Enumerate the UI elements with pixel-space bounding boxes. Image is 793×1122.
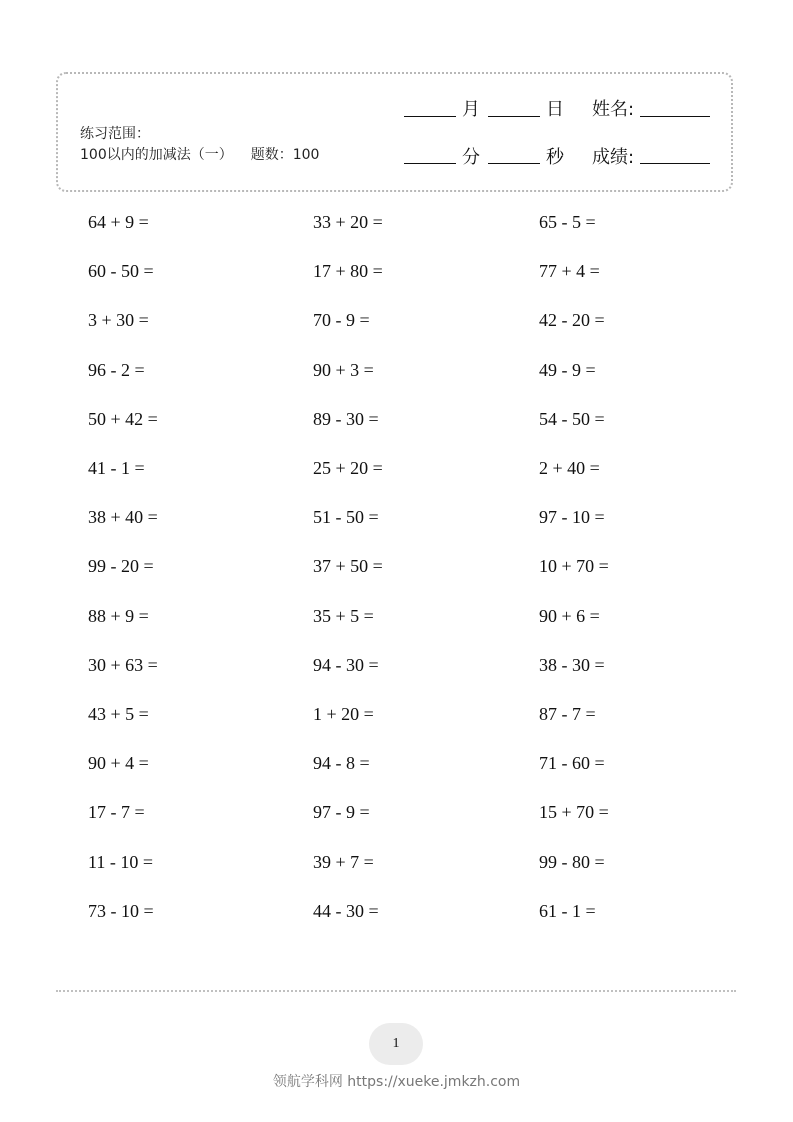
- problem-item: 89 - 30 =: [313, 409, 379, 429]
- name-blank[interactable]: [640, 116, 710, 117]
- problem-item: 42 - 20 =: [539, 310, 605, 330]
- problem-item: 70 - 9 =: [313, 310, 370, 330]
- problem-item: 44 - 30 =: [313, 901, 379, 921]
- problem-item: 94 - 8 =: [313, 753, 370, 773]
- second-label: 秒: [546, 147, 564, 168]
- problem-item: 90 + 6 =: [539, 606, 600, 626]
- problem-item: 73 - 10 =: [88, 901, 154, 921]
- problem-item: 2 + 40 =: [539, 458, 600, 478]
- problem-item: 15 + 70 =: [539, 802, 609, 822]
- footer-source: 领航学科网 https://xueke.jmkzh.com: [272, 1074, 521, 1090]
- problem-item: 35 + 5 =: [313, 606, 374, 626]
- problem-item: 3 + 30 =: [88, 310, 149, 330]
- month-label: 月: [462, 99, 480, 120]
- header-box: [56, 72, 733, 192]
- problem-item: 49 - 9 =: [539, 360, 596, 380]
- day-label: 日: [546, 99, 564, 120]
- problem-item: 99 - 20 =: [88, 556, 154, 576]
- problem-item: 51 - 50 =: [313, 507, 379, 527]
- problem-item: 97 - 9 =: [313, 802, 370, 822]
- problem-item: 38 + 40 =: [88, 507, 158, 527]
- problem-item: 41 - 1 =: [88, 458, 145, 478]
- month-blank[interactable]: [404, 116, 456, 117]
- footer-divider: [56, 990, 736, 992]
- problem-item: 17 + 80 =: [313, 261, 383, 281]
- problem-count: 题数：100: [250, 147, 320, 163]
- problem-item: 64 + 9 =: [88, 212, 149, 232]
- problem-item: 88 + 9 =: [88, 606, 149, 626]
- problem-item: 90 + 4 =: [88, 753, 149, 773]
- practice-range-desc: [80, 144, 319, 164]
- problem-item: 17 - 7 =: [88, 802, 145, 822]
- name-label: 姓名:: [592, 99, 635, 120]
- problem-item: 43 + 5 =: [88, 704, 149, 724]
- problem-item: 30 + 63 =: [88, 655, 158, 675]
- problem-item: 50 + 42 =: [88, 409, 158, 429]
- problem-item: 61 - 1 =: [539, 901, 596, 921]
- problem-item: 65 - 5 =: [539, 212, 596, 232]
- day-blank[interactable]: [488, 116, 540, 117]
- problem-item: 94 - 30 =: [313, 655, 379, 675]
- problem-item: 71 - 60 =: [539, 753, 605, 773]
- score-label: 成绩:: [592, 147, 635, 168]
- problem-item: 60 - 50 =: [88, 261, 154, 281]
- problem-item: 90 + 3 =: [313, 360, 374, 380]
- practice-range-label: 练习范围：: [80, 126, 150, 142]
- second-blank[interactable]: [488, 163, 540, 164]
- problem-item: 37 + 50 =: [313, 556, 383, 576]
- score-blank[interactable]: [640, 163, 710, 164]
- problem-item: 1 + 20 =: [313, 704, 374, 724]
- problem-item: 38 - 30 =: [539, 655, 605, 675]
- problem-item: 25 + 20 =: [313, 458, 383, 478]
- problem-item: 11 - 10 =: [88, 852, 153, 872]
- range-description: 100以内的加减法（一）: [80, 147, 233, 163]
- minute-blank[interactable]: [404, 163, 456, 164]
- page-number: 1: [369, 1023, 423, 1065]
- problem-item: 33 + 20 =: [313, 212, 383, 232]
- problem-item: 39 + 7 =: [313, 852, 374, 872]
- problem-item: 87 - 7 =: [539, 704, 596, 724]
- problem-item: 99 - 80 =: [539, 852, 605, 872]
- minute-label: 分: [462, 147, 480, 168]
- problem-item: 54 - 50 =: [539, 409, 605, 429]
- problem-item: 97 - 10 =: [539, 507, 605, 527]
- problem-item: 10 + 70 =: [539, 556, 609, 576]
- problem-item: 96 - 2 =: [88, 360, 145, 380]
- problem-item: 77 + 4 =: [539, 261, 600, 281]
